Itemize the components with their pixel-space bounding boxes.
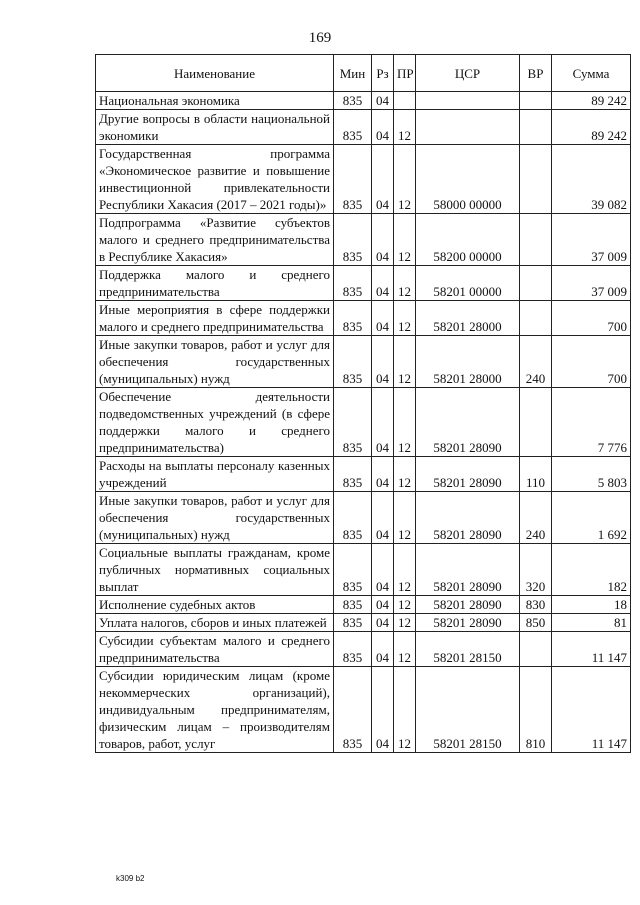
cell-min: 835 [334,492,372,544]
cell-csr [416,92,520,110]
table-row [96,301,631,336]
cell-sum: 89 242 [552,110,631,145]
cell-rz: 04 [372,336,394,388]
header-rz: Рз [372,55,394,92]
cell-sum: 5 803 [552,457,631,492]
cell-name: Субсидии юридическим лицам (кроме некоммерческих организаций), индивидуальным предпринимателям, физическим лицам – производителям товаров, работ, услуг [96,667,334,753]
cell-sum: 37 009 [552,266,631,301]
table-row [96,492,631,544]
table-row [96,667,631,753]
cell-sum: 39 082 [552,145,631,214]
cell-name: Исполнение судебных актов [96,596,334,614]
cell-vr: 240 [520,492,552,544]
cell-sum: 81 [552,614,631,632]
cell-csr: 58201 28000 [416,336,520,388]
table-row [96,145,631,214]
cell-name: Иные закупки товаров, работ и услуг для обеспечения государственных (муниципальных) нужд [96,492,334,544]
cell-vr: 110 [520,457,552,492]
cell-csr: 58201 28090 [416,492,520,544]
table-row [96,266,631,301]
cell-sum: 89 242 [552,92,631,110]
cell-vr [520,110,552,145]
cell-name: Обеспечение деятельности подведомственных учреждений (в сфере поддержки малого и среднего предпринимательства) [96,388,334,457]
cell-vr [520,632,552,667]
cell-rz: 04 [372,92,394,110]
cell-vr: 320 [520,544,552,596]
header-vr: ВР [520,55,552,92]
cell-sum: 7 776 [552,388,631,457]
cell-csr: 58201 28090 [416,614,520,632]
header-pr: ПР [394,55,416,92]
cell-sum: 11 147 [552,667,631,753]
cell-rz: 04 [372,266,394,301]
cell-vr [520,388,552,457]
cell-vr [520,301,552,336]
cell-csr: 58000 00000 [416,145,520,214]
cell-vr [520,145,552,214]
cell-pr: 12 [394,266,416,301]
cell-name: Национальная экономика [96,92,334,110]
cell-pr: 12 [394,145,416,214]
cell-sum: 700 [552,336,631,388]
cell-pr: 12 [394,336,416,388]
cell-rz: 04 [372,667,394,753]
cell-min: 835 [334,214,372,266]
cell-sum: 182 [552,544,631,596]
cell-pr: 12 [394,388,416,457]
cell-min: 835 [334,596,372,614]
cell-vr: 850 [520,614,552,632]
cell-name: Поддержка малого и среднего предпринимательства [96,266,334,301]
cell-pr: 12 [394,457,416,492]
cell-csr: 58201 28090 [416,388,520,457]
cell-rz: 04 [372,596,394,614]
cell-rz: 04 [372,492,394,544]
cell-min: 835 [334,145,372,214]
cell-pr: 12 [394,596,416,614]
header-row [96,55,631,92]
header-sum: Сумма [552,55,631,92]
cell-csr [416,110,520,145]
table-row [96,614,631,632]
cell-rz: 04 [372,632,394,667]
cell-pr: 12 [394,214,416,266]
cell-sum: 700 [552,301,631,336]
cell-csr: 58201 28000 [416,301,520,336]
cell-name: Социальные выплаты гражданам, кроме публичных нормативных социальных выплат [96,544,334,596]
cell-pr: 12 [394,301,416,336]
header-name: Наименование [96,55,334,92]
cell-sum: 1 692 [552,492,631,544]
cell-csr: 58200 00000 [416,214,520,266]
cell-pr: 12 [394,492,416,544]
footer-code: k309 b2 [116,874,145,883]
table-row [96,596,631,614]
cell-csr: 58201 28090 [416,596,520,614]
cell-csr: 58201 00000 [416,266,520,301]
cell-csr: 58201 28090 [416,457,520,492]
cell-rz: 04 [372,614,394,632]
table-row [96,336,631,388]
cell-pr: 12 [394,632,416,667]
cell-min: 835 [334,92,372,110]
cell-pr: 12 [394,667,416,753]
table-row [96,110,631,145]
cell-name: Другие вопросы в области национальной экономики [96,110,334,145]
cell-rz: 04 [372,145,394,214]
cell-name: Иные закупки товаров, работ и услуг для обеспечения государственных (муниципальных) нужд [96,336,334,388]
cell-rz: 04 [372,110,394,145]
cell-vr [520,214,552,266]
cell-pr [394,92,416,110]
cell-sum: 37 009 [552,214,631,266]
cell-min: 835 [334,632,372,667]
cell-min: 835 [334,301,372,336]
cell-min: 835 [334,388,372,457]
cell-sum: 11 147 [552,632,631,667]
cell-rz: 04 [372,457,394,492]
header-min: Мин [334,55,372,92]
cell-min: 835 [334,336,372,388]
cell-csr: 58201 28150 [416,632,520,667]
cell-rz: 04 [372,544,394,596]
cell-rz: 04 [372,301,394,336]
cell-vr: 810 [520,667,552,753]
cell-sum: 18 [552,596,631,614]
cell-name: Субсидии субъектам малого и среднего предпринимательства [96,632,334,667]
cell-vr: 240 [520,336,552,388]
cell-min: 835 [334,457,372,492]
cell-name: Подпрограмма «Развитие субъектов малого и среднего предпринимательства в Республике Хакасия» [96,214,334,266]
cell-name: Уплата налогов, сборов и иных платежей [96,614,334,632]
table-row [96,92,631,110]
table-row [96,457,631,492]
cell-rz: 04 [372,214,394,266]
cell-pr: 12 [394,614,416,632]
cell-vr: 830 [520,596,552,614]
cell-min: 835 [334,614,372,632]
cell-vr [520,92,552,110]
cell-min: 835 [334,667,372,753]
cell-name: Иные мероприятия в сфере поддержки малого и среднего предпринимательства [96,301,334,336]
cell-rz: 04 [372,388,394,457]
cell-min: 835 [334,266,372,301]
table-row [96,544,631,596]
cell-min: 835 [334,110,372,145]
budget-table [95,54,631,753]
cell-vr [520,266,552,301]
page-number: 169 [308,30,332,46]
table-row [96,632,631,667]
header-csr: ЦСР [416,55,520,92]
cell-name: Расходы на выплаты персоналу казенных учреждений [96,457,334,492]
cell-csr: 58201 28150 [416,667,520,753]
cell-name: Государственная программа «Экономическое развитие и повышение инвестиционной привлекательности Республики Хакасия (2017 – 2021 годы)» [96,145,334,214]
table-row [96,214,631,266]
table-row [96,388,631,457]
cell-pr: 12 [394,544,416,596]
cell-csr: 58201 28090 [416,544,520,596]
cell-pr: 12 [394,110,416,145]
cell-min: 835 [334,544,372,596]
